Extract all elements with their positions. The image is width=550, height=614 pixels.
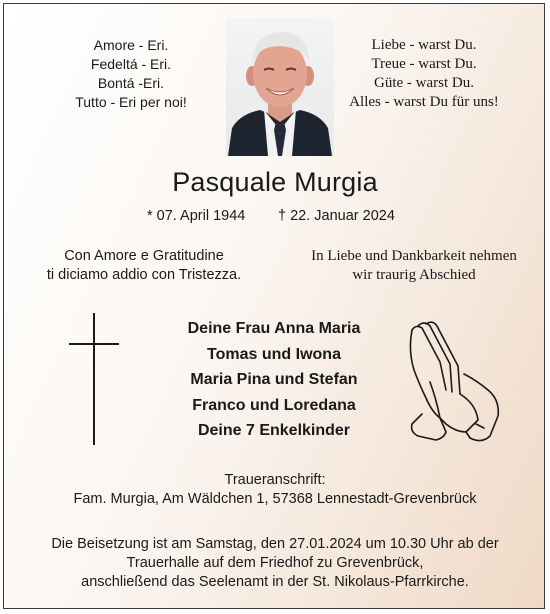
farewell-line: ti diciamo addio con Tristezza.	[46, 267, 242, 283]
funeral-line: anschließend das Seelenamt in der St. Nikolaus-Pfarrkirche.	[81, 574, 469, 590]
family-member: Deine 7 Enkelkinder	[197, 422, 351, 439]
cross-icon	[66, 312, 122, 446]
verse-line: Tutto - Eri per noi!	[75, 94, 187, 110]
verse-line: Güte - warst Du.	[374, 75, 474, 91]
address-label: Traueranschrift:	[224, 472, 326, 488]
farewell-german	[294, 247, 534, 285]
farewell-line: In Liebe und Dankbarkeit nehmen	[311, 248, 517, 264]
verse-line: Fedeltá - Eri.	[90, 56, 172, 72]
family-member: Maria Pina und Stefan	[190, 371, 358, 388]
funeral-info	[4, 535, 546, 592]
family-list	[124, 316, 424, 444]
death-date: † 22. Januar 2024	[278, 208, 395, 224]
obituary-card	[3, 3, 545, 609]
verse-italian	[56, 36, 206, 112]
address-block	[4, 471, 546, 509]
farewell-italian	[24, 247, 264, 285]
family-member: Deine Frau Anna Maria	[187, 320, 361, 337]
praying-hands-icon	[406, 320, 502, 444]
verse-german	[334, 36, 514, 112]
farewell-line: Con Amore e Gratitudine	[64, 248, 224, 264]
verse-line: Treue - warst Du.	[371, 56, 477, 72]
address-text: Fam. Murgia, Am Wäldchen 1, 57368 Lennestadt-Grevenbrück	[73, 491, 477, 507]
birth-date: * 07. April 1944	[147, 208, 246, 224]
verse-line: Alles - warst Du für uns!	[349, 94, 499, 110]
farewell-line: wir traurig Abschied	[352, 267, 476, 283]
verse-line: Bontá -Eri.	[97, 75, 165, 91]
funeral-line: Trauerhalle auf dem Friedhof zu Grevenbrück,	[126, 555, 424, 571]
portrait-photo	[226, 18, 334, 156]
family-member: Franco und Loredana	[192, 396, 356, 414]
verse-line: Liebe - warst Du.	[371, 37, 477, 53]
verse-line: Amore - Eri.	[93, 37, 169, 53]
deceased-name: Pasquale Murgia	[172, 167, 378, 197]
portrait-illustration	[226, 18, 334, 156]
family-member: Tomas und Iwona	[207, 345, 341, 363]
funeral-line: Die Beisetzung ist am Samstag, den 27.01.2024 um 10.30 Uhr ab der	[51, 536, 499, 552]
